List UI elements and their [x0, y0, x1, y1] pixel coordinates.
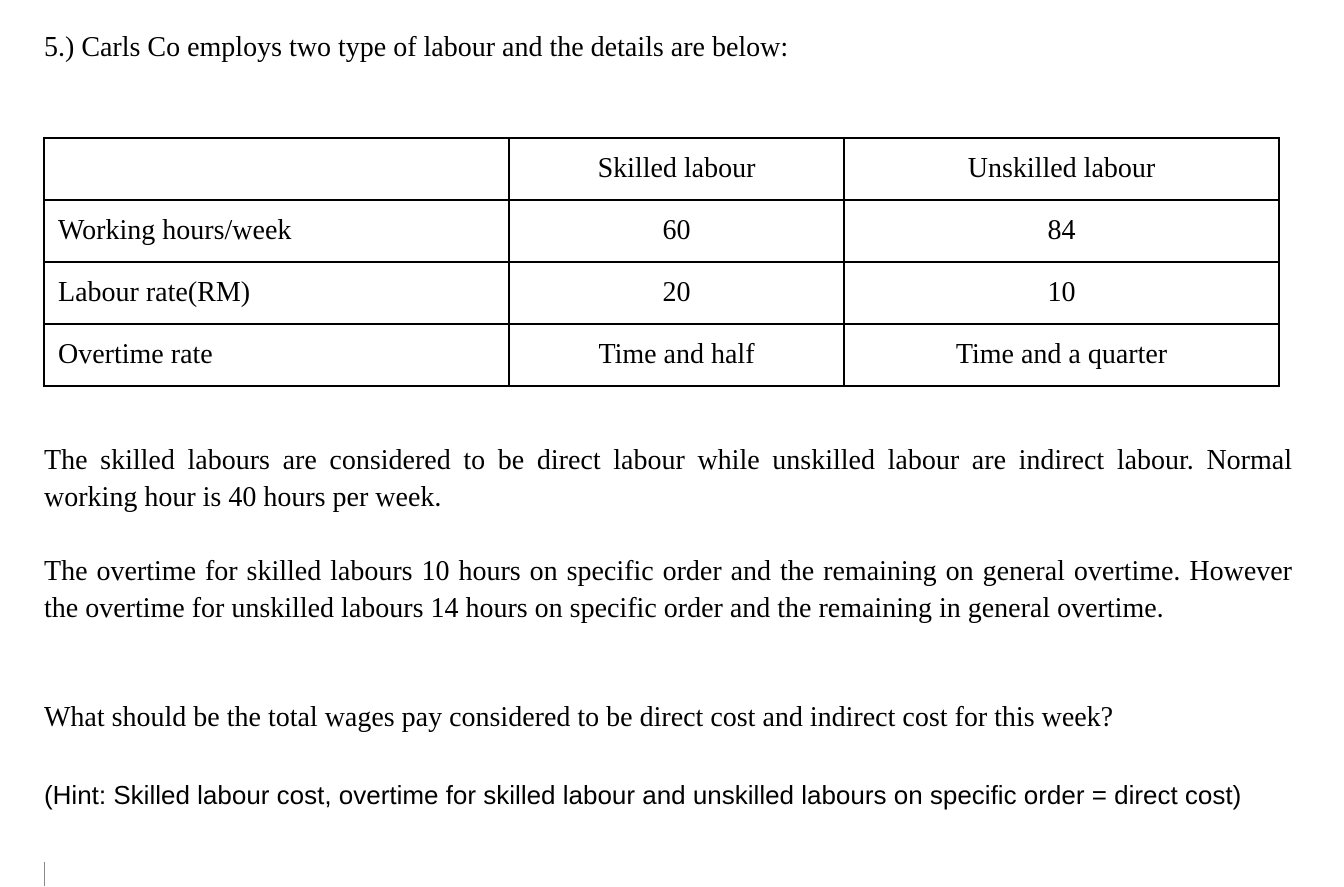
- question-heading: 5.) Carls Co employs two type of labour and the details are below:: [44, 32, 789, 63]
- labour-details-table: [43, 137, 1280, 387]
- cell-skilled-working-hours: 60: [509, 200, 844, 262]
- row-label-labour-rate: Labour rate(RM): [44, 262, 509, 324]
- header-cell-skilled-labour: Skilled labour: [509, 138, 844, 200]
- paragraph-overtime-details: The overtime for skilled labours 10 hours on specific order and the remaining on general overtime. However the overtime for unskilled labours 14 hours on specific order and the remaining in general overtime.: [44, 556, 1292, 624]
- row-label-overtime-rate: Overtime rate: [44, 324, 509, 386]
- row-label-working-hours: Working hours/week: [44, 200, 509, 262]
- text-cursor[interactable]: [44, 862, 45, 886]
- cell-skilled-labour-rate: 20: [509, 262, 844, 324]
- paragraph-direct-indirect-labour: The skilled labours are considered to be direct labour while unskilled labour are indirect labour. Normal working hour is 40 hours per week.: [44, 445, 1292, 513]
- table-row-labour-rate: [44, 262, 1279, 324]
- header-cell-empty: [44, 138, 509, 200]
- cell-unskilled-overtime-rate: Time and a quarter: [844, 324, 1279, 386]
- table-row-overtime-rate: [44, 324, 1279, 386]
- header-cell-unskilled-labour: Unskilled labour: [844, 138, 1279, 200]
- cell-skilled-overtime-rate: Time and half: [509, 324, 844, 386]
- cell-unskilled-working-hours: 84: [844, 200, 1279, 262]
- table-header-row: [44, 138, 1279, 200]
- table-row-working-hours: [44, 200, 1279, 262]
- cell-unskilled-labour-rate: 10: [844, 262, 1279, 324]
- paragraph-question: What should be the total wages pay considered to be direct cost and indirect cost for this week?: [44, 702, 1114, 733]
- hint-text: (Hint: Skilled labour cost, overtime for skilled labour and unskilled labours on specific order = direct cost): [44, 780, 1242, 810]
